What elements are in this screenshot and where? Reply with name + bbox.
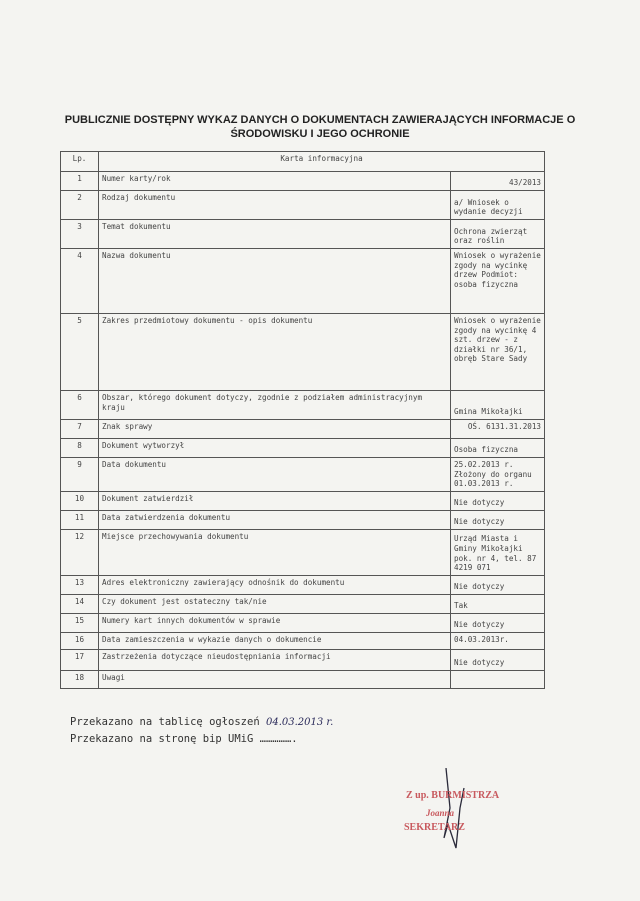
row-value: OŚ. 6131.31.2013 bbox=[451, 420, 545, 439]
row-lp: 5 bbox=[61, 314, 99, 391]
footer-line-bip bbox=[70, 733, 298, 745]
row-label: Rodzaj dokumentu bbox=[99, 191, 451, 220]
row-lp: 16 bbox=[61, 632, 99, 649]
stamp-line-2: Joanna bbox=[426, 808, 455, 818]
table-row bbox=[61, 220, 545, 249]
table-row bbox=[61, 391, 545, 420]
footer-tablica-label: Przekazano na tablicę ogłoszeń bbox=[70, 716, 260, 728]
row-lp: 1 bbox=[61, 172, 99, 191]
table-row bbox=[61, 249, 545, 314]
row-label: Zastrzeżenia dotyczące nieudostępniania informacji bbox=[99, 649, 451, 670]
row-value: 25.02.2013 r. Złożony do organu 01.03.2013 r. bbox=[451, 458, 545, 492]
footer-tablica-date: 04.03.2013 r. bbox=[265, 717, 334, 728]
row-value: Nie dotyczy bbox=[451, 575, 545, 594]
row-lp: 6 bbox=[61, 391, 99, 420]
footer-bip-dots: ……………. bbox=[259, 733, 298, 745]
row-value: Ochrona zwierząt oraz roślin bbox=[451, 220, 545, 249]
row-lp: 11 bbox=[61, 510, 99, 529]
official-stamp bbox=[398, 768, 508, 858]
row-label: Czy dokument jest ostateczny tak/nie bbox=[99, 594, 451, 613]
row-lp: 4 bbox=[61, 249, 99, 314]
row-label: Nazwa dokumentu bbox=[99, 249, 451, 314]
table-row bbox=[61, 191, 545, 220]
row-lp: 8 bbox=[61, 439, 99, 458]
stamp-line-1: Z up. BURMISTRZA bbox=[406, 790, 500, 801]
table-row bbox=[61, 529, 545, 575]
row-label: Dokument wytworzył bbox=[99, 439, 451, 458]
row-value bbox=[451, 670, 545, 688]
row-lp: 9 bbox=[61, 458, 99, 492]
row-label: Data zatwierdzenia dokumentu bbox=[99, 510, 451, 529]
table-row bbox=[61, 670, 545, 688]
row-value: Nie dotyczy bbox=[451, 613, 545, 632]
row-value: Nie dotyczy bbox=[451, 649, 545, 670]
row-value: Wniosek o wyrażenie zgody na wycinkę drzew Podmiot: osoba fizyczna bbox=[451, 249, 545, 314]
header-karta: Karta informacyjna bbox=[99, 152, 545, 172]
row-lp: 12 bbox=[61, 529, 99, 575]
row-value: Nie dotyczy bbox=[451, 491, 545, 510]
row-lp: 2 bbox=[61, 191, 99, 220]
row-label: Zakres przedmiotowy dokumentu - opis dokumentu bbox=[99, 314, 451, 391]
table-row bbox=[61, 314, 545, 391]
row-lp: 13 bbox=[61, 575, 99, 594]
row-label: Numery kart innych dokumentów w sprawie bbox=[99, 613, 451, 632]
row-value: a/ Wniosek o wydanie decyzji bbox=[451, 191, 545, 220]
row-value: Tak bbox=[451, 594, 545, 613]
table-row bbox=[61, 649, 545, 670]
row-value: 04.03.2013r. bbox=[451, 632, 545, 649]
row-label: Data dokumentu bbox=[99, 458, 451, 492]
table-row bbox=[61, 632, 545, 649]
table-row bbox=[61, 491, 545, 510]
table-row bbox=[61, 458, 545, 492]
row-value: Gmina Mikołajki bbox=[451, 391, 545, 420]
table-row bbox=[61, 420, 545, 439]
row-value: Nie dotyczy bbox=[451, 510, 545, 529]
row-lp: 15 bbox=[61, 613, 99, 632]
row-lp: 7 bbox=[61, 420, 99, 439]
table-row bbox=[61, 510, 545, 529]
row-value: Osoba fizyczna bbox=[451, 439, 545, 458]
footer-line-tablica bbox=[70, 716, 333, 728]
row-label: Uwagi bbox=[99, 670, 451, 688]
row-label: Obszar, którego dokument dotyczy, zgodnie z podziałem administracyjnym kraju bbox=[99, 391, 451, 420]
row-label: Miejsce przechowywania dokumentu bbox=[99, 529, 451, 575]
row-lp: 18 bbox=[61, 670, 99, 688]
row-label: Numer karty/rok bbox=[99, 172, 451, 191]
table-row bbox=[61, 594, 545, 613]
table-body bbox=[61, 172, 545, 689]
table-row bbox=[61, 172, 545, 191]
table-row bbox=[61, 575, 545, 594]
row-label: Adres elektroniczny zawierający odnośnik do dokumentu bbox=[99, 575, 451, 594]
table-header-row bbox=[61, 152, 545, 172]
row-value: Wniosek o wyrażenie zgody na wycinkę 4 szt. drzew - z działki nr 36/1, obręb Stare Sady bbox=[451, 314, 545, 391]
table-row bbox=[61, 613, 545, 632]
row-label: Dokument zatwierdził bbox=[99, 491, 451, 510]
row-label: Znak sprawy bbox=[99, 420, 451, 439]
document-title: PUBLICZNIE DOSTĘPNY WYKAZ DANYCH O DOKUMENTACH ZAWIERAJĄCYCH INFORMACJE O ŚRODOWISKU I JEGO OCHRONIE bbox=[64, 114, 576, 140]
row-lp: 17 bbox=[61, 649, 99, 670]
info-table bbox=[60, 151, 545, 689]
header-lp: Lp. bbox=[61, 152, 99, 172]
table-row bbox=[61, 439, 545, 458]
stamp-line-3: SEKRETARZ bbox=[404, 822, 465, 833]
row-lp: 14 bbox=[61, 594, 99, 613]
row-label: Temat dokumentu bbox=[99, 220, 451, 249]
row-lp: 10 bbox=[61, 491, 99, 510]
row-label: Data zamieszczenia w wykazie danych o dokumencie bbox=[99, 632, 451, 649]
row-value: 43/2013 bbox=[451, 172, 545, 191]
row-value: Urząd Miasta i Gminy Mikołajki pok. nr 4, tel. 87 4219 071 bbox=[451, 529, 545, 575]
row-lp: 3 bbox=[61, 220, 99, 249]
footer-bip-label: Przekazano na stronę bip UMiG bbox=[70, 733, 254, 745]
